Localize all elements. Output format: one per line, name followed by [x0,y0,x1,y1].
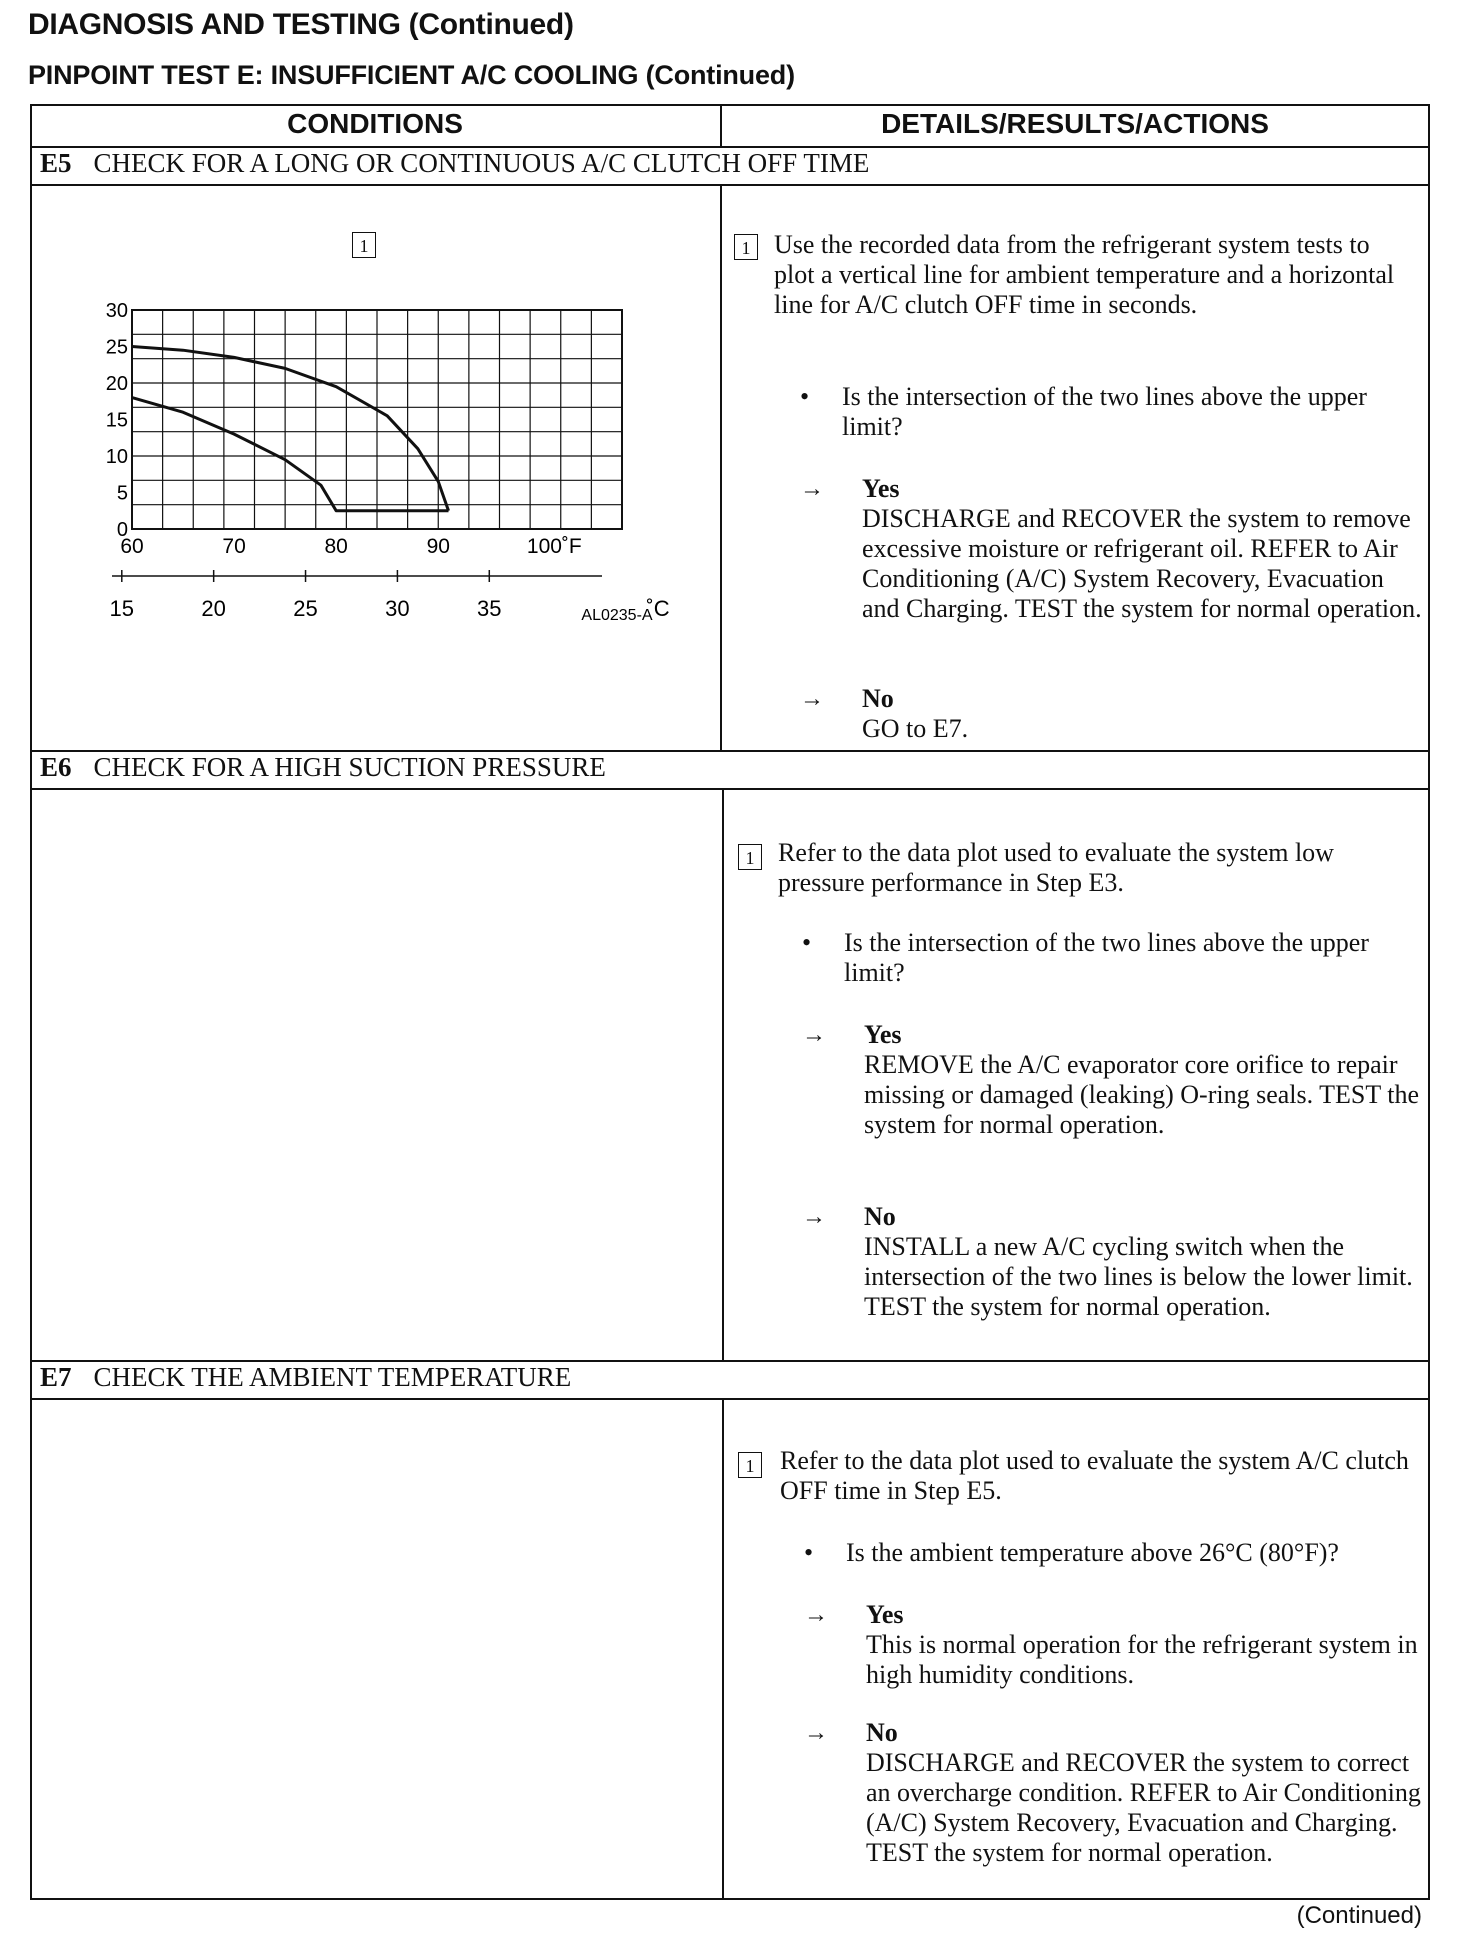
step-number-box: 1 [738,844,762,870]
y-tick-label: 0 [116,519,128,541]
step-question: Is the ambient temperature above 26°C (80°F)? [846,1538,1339,1567]
step-heading-e5 [40,148,869,179]
step-instruction: Use the recorded data from the refrigerant system tests to plot a vertical line for ambient temperature and a horizontal line for A/C clutch OFF time in seconds. [774,230,1395,319]
arrow-right-icon: → [804,1602,828,1628]
x-tick-label: 100˚F [526,535,582,558]
yes-action: This is normal operation for the refrigerant system in high humidity conditions. [866,1630,1418,1689]
celsius-tick-label: 25 [293,596,318,621]
yes-label: Yes [864,1020,902,1049]
step-number-box: 1 [738,1452,762,1478]
divider [32,1398,1428,1400]
y-tick-label: 10 [105,446,128,468]
step-id: E5 [40,148,72,178]
no-action: GO to E7. [862,714,969,743]
chart-grid [132,310,622,529]
x-tick-label: 80 [324,535,348,558]
lower-limit-curve [132,398,449,511]
no-action: INSTALL a new A/C cycling switch when the intersection of the two lines is below the lower limit. TEST the system for normal operation. [864,1232,1413,1321]
chart-series [132,347,449,511]
step-id: E7 [40,1362,72,1392]
step-instruction: Refer to the data plot used to evaluate the system low pressure performance in Step E3. [778,838,1334,897]
test-title: PINPOINT TEST E: INSUFFICIENT A/C COOLING (Continued) [28,60,795,90]
step-id: E6 [40,752,72,782]
column-divider [722,788,724,1360]
step-title: CHECK THE AMBIENT TEMPERATURE [93,1362,572,1392]
arrow-right-icon: → [802,1022,826,1048]
x-tick-label: 70 [222,535,246,558]
column-divider [720,106,722,146]
step-question: Is the intersection of the two lines above the upper limit? [842,382,1367,441]
pinpoint-test-table [30,104,1430,1900]
step-heading-e7 [40,1362,571,1393]
column-divider [720,184,722,750]
yes-label: Yes [862,474,900,503]
y-tick-label: 20 [105,373,128,395]
figure-step-box: 1 [352,232,376,258]
figure-id: AL0235-A [581,607,653,624]
celsius-tick-label: 15 [109,596,135,621]
arrow-right-icon: → [800,686,824,712]
upper-limit-curve [132,347,449,511]
clutch-off-time-chart [72,298,712,638]
y-tick-label: 30 [105,300,128,322]
x-axis-labels [120,535,581,558]
step-heading-e6 [40,752,606,783]
bullet-icon: • [800,382,810,411]
no-label: No [862,684,894,713]
no-action: DISCHARGE and RECOVER the system to correct an overcharge condition. REFER to Air Conditioning (A/C) System Recovery, Evacuation and Charging. TEST the system for normal operation. [866,1748,1421,1867]
bullet-icon: • [804,1538,814,1567]
page-title: DIAGNOSIS AND TESTING (Continued) [28,8,574,41]
yes-label: Yes [866,1600,904,1629]
arrow-right-icon: → [802,1204,826,1230]
column-header-conditions: CONDITIONS [287,108,463,139]
celsius-tick-label: 20 [201,596,226,621]
column-header-details: DETAILS/RESULTS/ACTIONS [881,108,1269,139]
no-label: No [864,1202,896,1231]
bullet-icon: • [802,928,812,957]
y-tick-label: 15 [105,409,128,432]
no-label: No [866,1718,898,1747]
step-number-box: 1 [734,234,758,260]
x-tick-label: 60 [120,535,144,558]
column-divider [722,1398,724,1898]
celsius-tick-label: 30 [385,596,410,621]
divider [32,788,1428,790]
continued-footer: (Continued) [1296,1902,1422,1929]
divider [32,184,1428,186]
y-axis-labels [106,300,128,541]
celsius-unit-label: ˚C [646,596,670,621]
step-instruction: Refer to the data plot used to evaluate the system A/C clutch OFF time in Step E5. [780,1446,1409,1505]
yes-action: REMOVE the A/C evaporator core orifice to repair missing or damaged (leaking) O-ring seals. TEST the system for normal operation. [864,1050,1420,1139]
step-title: CHECK FOR A HIGH SUCTION PRESSURE [93,752,606,782]
step-question: Is the intersection of the two lines above the upper limit? [844,928,1369,987]
y-tick-label: 5 [116,482,128,505]
arrow-right-icon: → [800,476,824,502]
step-title: CHECK FOR A LONG OR CONTINUOUS A/C CLUTCH OFF TIME [93,148,870,178]
arrow-right-icon: → [804,1720,828,1746]
x-tick-label: 90 [426,535,450,558]
celsius-tick-label: 35 [477,596,502,621]
y-tick-label: 25 [105,336,128,359]
yes-action: DISCHARGE and RECOVER the system to remove excessive moisture or refrigerant oil. REFER to Air Conditioning (A/C) System Recovery, Evacuation and Charging. TEST the system for normal operation. [862,504,1422,623]
